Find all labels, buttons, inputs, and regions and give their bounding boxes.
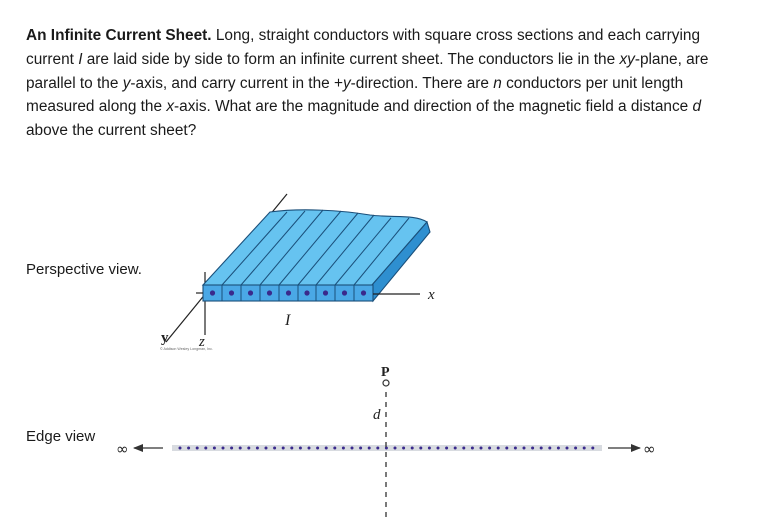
edge-conductor-dot <box>325 447 328 450</box>
edge-view-label: Edge view <box>26 428 96 445</box>
edge-conductor-dot <box>514 447 517 450</box>
distance-d-label: d <box>373 407 381 423</box>
edge-conductor-dot <box>411 447 414 450</box>
edge-conductor-dot <box>247 447 250 450</box>
edge-conductor-dot <box>179 447 182 450</box>
copyright-text: © Addison Wesley Longman, Inc. <box>160 347 213 351</box>
problem-text: are laid side by side to form an infinite current sheet. The conductors lie in the <box>82 50 620 68</box>
perspective-diagram <box>160 194 435 351</box>
problem-text: Long, straight conductors with square cross sections and each carrying current <box>26 27 701 68</box>
edge-conductor-dot <box>454 447 457 450</box>
current-dot-icon <box>286 290 291 295</box>
problem-text: above the current sheet? <box>26 122 197 140</box>
edge-conductor-dot <box>273 447 276 450</box>
var-y-direction: y <box>342 74 351 92</box>
edge-conductor-dot <box>591 447 594 450</box>
edge-conductor-dot <box>574 447 577 450</box>
problem-text: conductors per unit length measured along the <box>26 74 684 116</box>
var-plane: xy <box>619 50 635 68</box>
edge-diagram <box>116 365 656 520</box>
problem-title: An Infinite Current Sheet. <box>26 27 212 44</box>
point-p-label: P <box>381 365 390 380</box>
current-dot-icon <box>323 290 328 295</box>
y-axis-label: y <box>161 330 169 346</box>
edge-conductor-dot <box>419 447 422 450</box>
var-d: d <box>692 98 702 116</box>
edge-conductor-dot <box>204 447 207 450</box>
edge-conductor-dot <box>480 447 483 450</box>
current-label: I <box>285 312 291 329</box>
edge-conductor-dot <box>333 447 336 450</box>
current-dot-icon <box>248 290 253 295</box>
current-dot-icon <box>342 290 347 295</box>
edge-conductor-dot <box>308 447 311 450</box>
x-axis-label: x <box>428 287 435 303</box>
current-dot-icon <box>304 290 309 295</box>
edge-conductor-dot <box>497 447 500 450</box>
z-axis-label: z <box>199 334 205 350</box>
edge-conductor-dot <box>445 447 448 450</box>
edge-conductor-dot <box>531 447 534 450</box>
left-infinity-symbol: ∞ <box>116 440 129 458</box>
current-dot-icon <box>229 290 234 295</box>
current-dot-icon <box>361 290 366 295</box>
perspective-view-label: Perspective view. <box>26 261 142 278</box>
edge-conductor-dot <box>462 447 465 450</box>
var-n: n <box>493 74 502 92</box>
edge-conductor-dot <box>213 447 216 450</box>
edge-conductor-dot <box>368 447 371 450</box>
problem-text: -plane, are parallel to the <box>26 50 709 92</box>
edge-conductor-dot <box>299 447 302 450</box>
edge-conductor-dot <box>342 447 345 450</box>
current-dot-icon <box>210 290 215 295</box>
edge-conductor-dot <box>557 447 560 450</box>
edge-conductor-dot <box>282 447 285 450</box>
edge-conductor-dot <box>540 447 543 450</box>
edge-conductor-dot <box>583 447 586 450</box>
edge-conductor-dot <box>394 447 397 450</box>
edge-conductor-dot <box>222 447 225 450</box>
edge-conductor-dot <box>351 447 354 450</box>
var-current: I <box>78 50 83 68</box>
edge-conductor-dot <box>471 447 474 450</box>
edge-conductor-dot <box>256 447 259 450</box>
var-y-axis: y <box>122 74 131 92</box>
edge-conductor-dot <box>505 447 508 450</box>
problem-text: -axis, and carry current in the + <box>130 74 343 92</box>
edge-conductor-dot <box>523 447 526 450</box>
edge-conductor-dot <box>187 447 190 450</box>
edge-conductor-dot <box>488 447 491 450</box>
problem-text: -direction. There are <box>350 74 494 92</box>
edge-conductor-dot <box>196 447 199 450</box>
edge-conductor-dot <box>566 447 569 450</box>
right-infinity-symbol: ∞ <box>643 440 656 458</box>
edge-conductor-dot <box>437 447 440 450</box>
edge-conductor-dot <box>239 447 242 450</box>
var-x-axis: x <box>166 98 175 116</box>
problem-text: -axis. What are the magnitude and direction of the magnetic field a distance <box>174 98 693 116</box>
edge-conductor-dot <box>548 447 551 450</box>
edge-conductor-dot <box>376 447 379 450</box>
point-p-marker <box>383 380 389 386</box>
edge-conductor-dot <box>359 447 362 450</box>
edge-conductor-dot <box>265 447 268 450</box>
edge-conductor-dot <box>316 447 319 450</box>
edge-conductor-dot <box>230 447 233 450</box>
edge-conductor-dot <box>402 447 405 450</box>
edge-conductor-dot <box>290 447 293 450</box>
current-dot-icon <box>267 290 272 295</box>
edge-conductor-dot <box>428 447 431 450</box>
